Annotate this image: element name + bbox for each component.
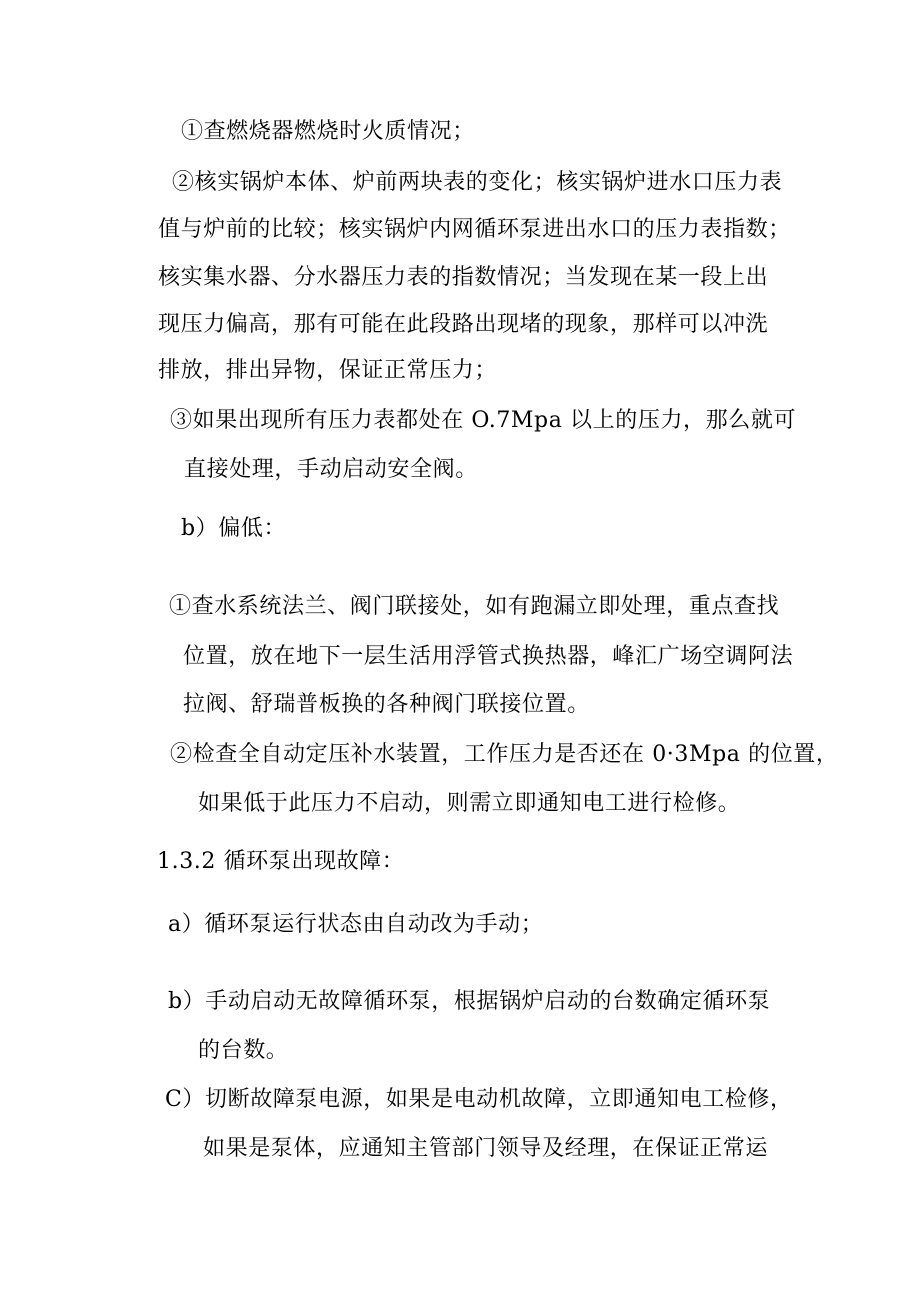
text-line: ②检查全自动定压补水装置，工作压力是否还在 0·3Mpa 的位置， xyxy=(170,742,839,767)
text-line: ①查燃烧器燃烧时火质情况； xyxy=(181,119,475,144)
text-line: b）偏低： xyxy=(181,516,287,541)
text-line: a）循环泵运行状态由自动改为手动； xyxy=(168,912,544,937)
text-line: ②核实锅炉本体、炉前两块表的变化；核实锅炉进水口压力表 xyxy=(172,170,783,195)
text-line: 现压力偏高，那有可能在此段路出现堵的现象，那样可以冲洗 xyxy=(158,312,769,337)
text-line: 如果低于此压力不启动，则需立即通知电工进行检修。 xyxy=(198,791,741,816)
text-line: 位置，放在地下一层生活用浮管式换热器，峰汇广场空调阿法 xyxy=(183,644,794,669)
section-heading: 1.3.2 循环泵出现故障： xyxy=(157,849,405,874)
text-line: b）手动启动无故障循环泵，根据锅炉启动的台数确定循环泵 xyxy=(168,989,771,1014)
text-line: 直接处理，手动启动安全阀。 xyxy=(184,457,478,482)
text-line: 核实集水器、分水器压力表的指数情况；当发现在某一段上出 xyxy=(158,265,769,290)
text-line: ①查水系统法兰、阀门联接处，如有跑漏立即处理，重点查找 xyxy=(169,594,780,619)
text-line: 排放，排出异物，保证正常压力； xyxy=(158,358,498,383)
text-line: 拉阀、舒瑞普板换的各种阀门联接位置。 xyxy=(183,692,590,717)
text-line: 值与炉前的比较；核实锅炉内网循环泵进出水口的压力表指数； xyxy=(158,217,791,242)
text-line: 如果是泵体，应通知主管部门领导及经理，在保证正常运 xyxy=(203,1136,769,1161)
text-line: ③如果出现所有压力表都处在 O.7Mpa 以上的压力，那么就可 xyxy=(170,408,797,433)
text-line: 的台数。 xyxy=(198,1038,289,1063)
text-line: C）切断故障泵电源，如果是电动机故障，立即通知电工检修， xyxy=(165,1087,793,1112)
